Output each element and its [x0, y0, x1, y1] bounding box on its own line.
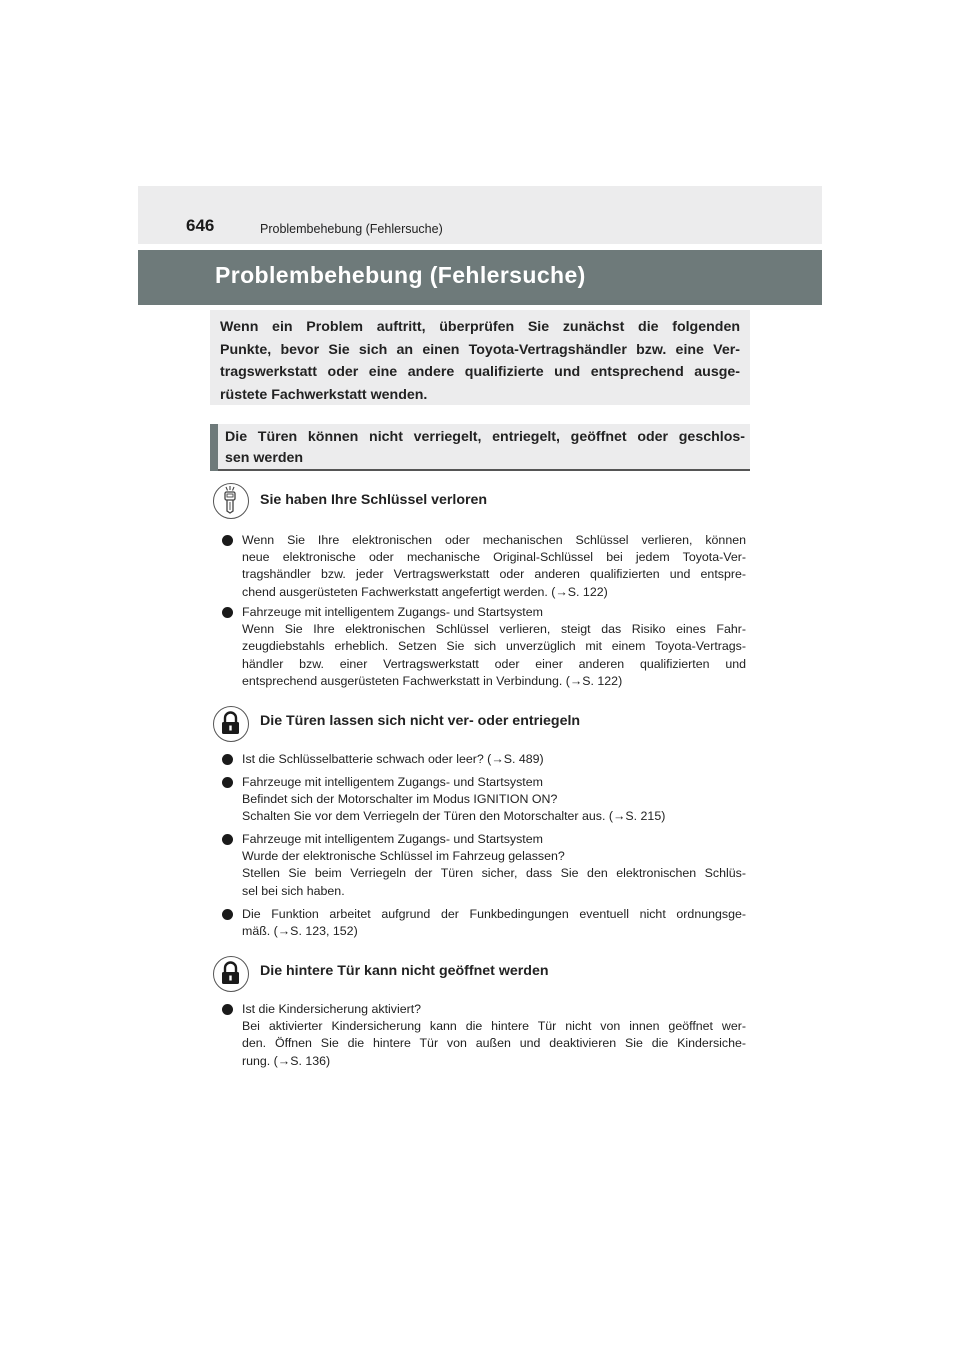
bullet-line: rung. (→S. 136): [242, 1053, 331, 1068]
intro-line: rüstete Fachwerkstatt wenden.: [220, 386, 428, 403]
bullet-line: Wenn Sie Ihre elektronischen oder mechanischen Schlüssel verlieren, können: [242, 533, 746, 547]
bullet-line: Befindet sich der Motorschalter im Modus IGNITION ON?: [242, 792, 558, 807]
page-title: Problembehebung (Fehlersuche): [215, 262, 586, 288]
section-title-line: sen werden: [225, 450, 304, 466]
list-item: [222, 774, 746, 826]
bullet-line: sel bei sich haben.: [242, 883, 345, 898]
section-accent: [210, 424, 218, 471]
bullet-icon: [222, 777, 233, 788]
bullet-line: zeugdiebstahls erheblich. Setzen Sie sich unverzüglich mit einem Toyota-Vertrags-: [242, 639, 746, 654]
subsection-heading: Sie haben Ihre Schlüssel verloren: [260, 492, 488, 508]
subsection-heading: Die hintere Tür kann nicht geöffnet werden: [260, 963, 549, 979]
intro-line: tragswerkstatt oder eine andere qualifizierte und entsprechend ausge-: [220, 364, 740, 380]
list-item: [222, 751, 746, 768]
section-title-line: Die Türen können nicht verriegelt, entriegelt, geöffnet oder geschlos-: [225, 429, 745, 445]
lock-icon: [213, 706, 249, 742]
running-head: Problembehebung (Fehlersuche): [260, 222, 443, 236]
list-item: [222, 1001, 746, 1070]
bullet-line: Die Funktion arbeitet aufgrund der Funkbedingungen eventuell nicht ordnungsge-: [242, 907, 746, 921]
key-icon: [213, 483, 249, 519]
bullet-line: Ist die Schlüsselbatterie schwach oder leer? (→S. 489): [242, 752, 544, 766]
list-item: [222, 604, 746, 690]
bullet-icon: [222, 834, 233, 845]
bullet-icon: [222, 754, 233, 765]
intro-text: [220, 316, 740, 406]
bullet-line: Fahrzeuge mit intelligentem Zugangs- und Startsystem: [242, 832, 543, 846]
list-item: [222, 831, 746, 900]
bullet-line: Ist die Kindersicherung aktiviert?: [242, 1002, 422, 1016]
list-item: [222, 532, 746, 601]
intro-line: Punkte, bevor Sie sich an einen Toyota-Vertragshändler bzw. eine Ver-: [220, 341, 740, 358]
bullet-line: neue elektronische oder mechanische Original-Schlüssel bei jedem Toyota-Ver-: [242, 550, 746, 565]
bullet-icon: [222, 1004, 233, 1015]
bullet-icon: [222, 607, 233, 618]
section-title: [225, 427, 745, 469]
intro-line: Wenn ein Problem auftritt, überprüfen Sie zunächst die folgenden: [220, 319, 740, 335]
bullet-line: tragshändler bzw. jeder Vertragswerkstatt oder anderen qualifizierten und entspre-: [242, 567, 746, 582]
bullet-icon: [222, 909, 233, 920]
bullet-line: mäß. (→S. 123, 152): [242, 924, 358, 939]
list-item: [222, 906, 746, 940]
bullet-line: Wurde der elektronische Schlüssel im Fahrzeug gelassen?: [242, 849, 565, 864]
bullet-line: Fahrzeuge mit intelligentem Zugangs- und Startsystem: [242, 605, 543, 619]
lock-icon: [213, 956, 249, 992]
bullet-line: Stellen Sie beim Verriegeln der Türen sicher, dass Sie den elektronischen Schlüs-: [242, 866, 746, 881]
header-band: [138, 186, 822, 244]
bullet-line: den. Öffnen Sie die hintere Tür von außen und deaktivieren Sie die Kindersiche-: [242, 1036, 746, 1051]
bullet-icon: [222, 535, 233, 546]
bullet-line: händler bzw. einer Vertragswerkstatt oder einer anderen qualifizierten und: [242, 656, 746, 671]
bullet-line: chend ausgerüsteten Fachwerkstatt angefertigt werden. (→S. 122): [242, 584, 608, 599]
bullet-line: Fahrzeuge mit intelligentem Zugangs- und Startsystem: [242, 775, 543, 789]
bullet-line: entsprechend ausgerüsteten Fachwerkstatt in Verbindung. (→S. 122): [242, 673, 623, 688]
subsection-heading: Die Türen lassen sich nicht ver- oder entriegeln: [260, 713, 581, 729]
bullet-line: Wenn Sie Ihre elektronischen Schlüssel verlieren, steigt das Risiko eines Fahr-: [242, 622, 746, 637]
page-number: 646: [186, 216, 215, 235]
bullet-line: Schalten Sie vor dem Verriegeln der Türen den Motorschalter aus. (→S. 215): [242, 809, 666, 824]
bullet-line: Bei aktivierter Kindersicherung kann die hintere Tür nicht von innen geöffnet wer-: [242, 1019, 746, 1034]
